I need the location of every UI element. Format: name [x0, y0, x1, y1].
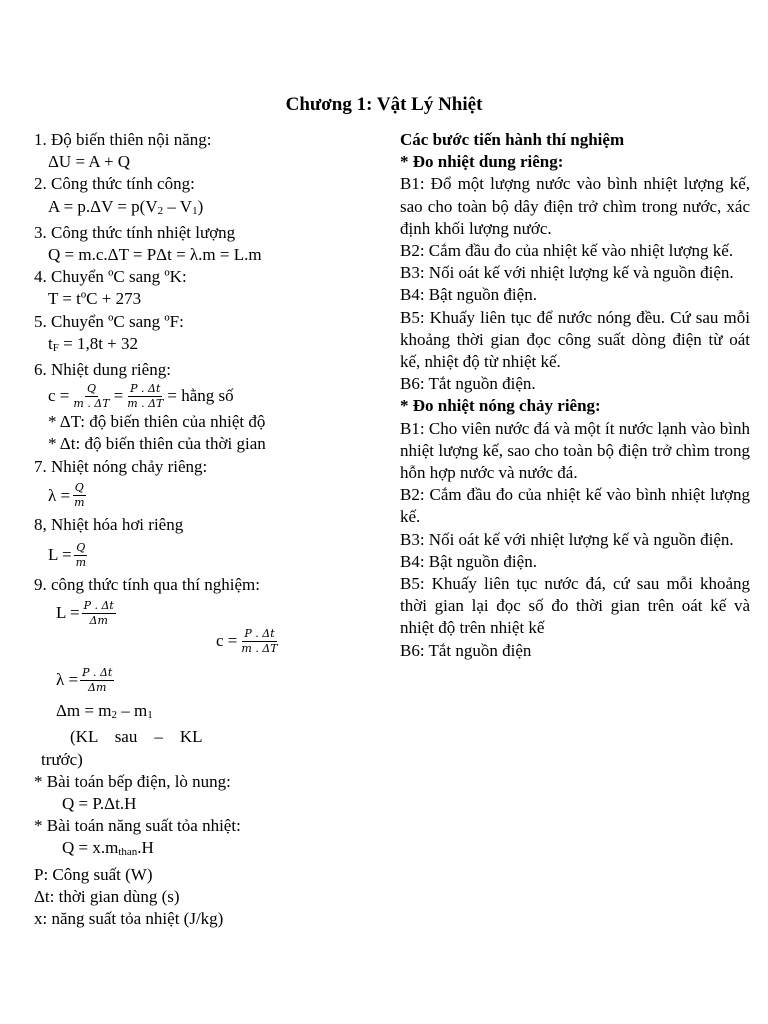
step-b4: B4: Bật nguồn điện.: [400, 551, 537, 571]
legend-time: Δt: thời gian dùng (s): [34, 886, 180, 906]
step-a3: B3: Nối oát kế với nhiệt lượng kế và nguồn điện.: [400, 263, 734, 283]
legend-power: P: Công suất (W): [34, 864, 153, 884]
step-b1: B1: Cho viên nước đá và một ít nước lạnh vào bình nhiệt lượng kế, sao cho toàn bộ điện trở chìm trong hỗn hợp nước và nước đá.: [400, 418, 750, 483]
formula-latent-fusion: λ = $\frac{Q}{m}$: [48, 481, 85, 510]
heading-c-to-f: 5. Chuyển ºC sang ºF:: [34, 311, 184, 331]
note-delta-temperature: * ΔT: độ biến thiên của nhiệt độ: [48, 412, 266, 432]
legend-fuel-heat: x: năng suất tỏa nhiệt (J/kg): [34, 909, 224, 929]
heading-experiment-formulas: 9. công thức tính qua thí nghiệm:: [34, 575, 260, 595]
formula-delta-mass: Δm = m2 – m1: [56, 701, 153, 722]
note-mass-after: (KL sau – KL: [70, 727, 203, 747]
step-a4: B4: Bật nguồn điện.: [400, 285, 537, 305]
heading-stove-problem: * Bài toán bếp điện, lò nung:: [34, 771, 231, 791]
heading-latent-fusion: 7. Nhiệt nóng chảy riêng:: [34, 456, 208, 476]
procedure-column: [400, 129, 750, 662]
formula-column: [34, 129, 364, 930]
heading-vaporization: 8, Nhiệt hóa hơi riêng: [34, 514, 184, 534]
note-mass-before: trước): [41, 749, 83, 769]
step-a6: B6: Tắt nguồn điện.: [400, 374, 536, 394]
procedure-heading: Các bước tiến hành thí nghiệm: [400, 130, 625, 149]
note-delta-time: * Δt: độ biến thiên của thời gian: [48, 434, 266, 454]
formula-c-to-f: tF = 1,8t + 32: [48, 333, 139, 354]
formula-heat: Q = m.c.ΔT = PΔt = λ.m = L.m: [48, 245, 262, 265]
heading-work: 2. Công thức tính công:: [34, 174, 195, 194]
page-title: Chương 1: Vật Lý Nhiệt: [285, 94, 483, 115]
formula-exp-lambda: λ = $\frac{P . \Delta t}{\Delta m}$: [56, 665, 113, 694]
formula-work: A = p.ΔV = p(V2 – V1): [48, 196, 204, 217]
formula-stove: Q = P.Δt.H: [62, 794, 137, 814]
formula-exp-c: c = $\frac{P . \Delta t}{m . \Delta T}$: [216, 626, 278, 655]
formula-exp-L: L = $\frac{P . \Delta t}{\Delta m}$: [56, 598, 114, 627]
step-a1: B1: Đổ một lượng nước vào bình nhiệt lượng kế, sao cho toàn bộ dây điện trở chìm trong nước, xác định khối lượng nước.: [400, 174, 750, 238]
formula-fuel: Q = x.mthan.H: [62, 838, 154, 859]
step-b6: B6: Tắt nguồn điện: [400, 640, 532, 660]
heading-internal-energy: 1. Độ biến thiên nội năng:: [34, 130, 212, 149]
formula-c-to-k: T = tºC + 273: [48, 289, 142, 309]
heading-fuel-problem: * Bài toán năng suất tỏa nhiệt:: [34, 816, 241, 836]
heading-specific-heat: 6. Nhiệt dung riêng:: [34, 360, 171, 380]
step-b2: B2: Cắm đầu đo của nhiệt kế vào bình nhiệt lượng kế.: [400, 485, 750, 527]
step-b3: B3: Nối oát kế với nhiệt lượng kế và nguồn điện.: [400, 529, 734, 549]
step-b5: B5: Khuấy liên tục nước đá, cứ sau mỗi khoảng thời gian lại đọc số đo thời gian trên oát kế và nhiệt độ trên nhiệt kế: [400, 574, 750, 638]
formula-specific-heat: c = $\frac{Q}{m . \Delta T}$ = $\frac{P . \Delta t}{m . \Delta T}$ = hằng số: [48, 381, 234, 410]
heading-c-to-k: 4. Chuyển ºC sang ºK:: [34, 267, 187, 287]
step-a2: B2: Cắm đầu đo của nhiệt kế vào nhiệt lượng kế.: [400, 241, 734, 261]
formula-internal-energy: ΔU = A + Q: [48, 152, 131, 172]
section-latent-fusion: * Đo nhiệt nóng chảy riêng:: [400, 396, 601, 416]
section-specific-heat: * Đo nhiệt dung riêng:: [400, 152, 564, 172]
heading-heat: 3. Công thức tính nhiệt lượng: [34, 222, 236, 242]
formula-vaporization: L = $\frac{Q}{m}$: [48, 540, 87, 569]
step-a5: B5: Khuấy liên tục để nước nóng đều. Cứ sau mỗi khoảng thời gian đọc công suất dòng điện từ oát kế, nhiệt độ từ nhiệt kế.: [400, 307, 750, 372]
